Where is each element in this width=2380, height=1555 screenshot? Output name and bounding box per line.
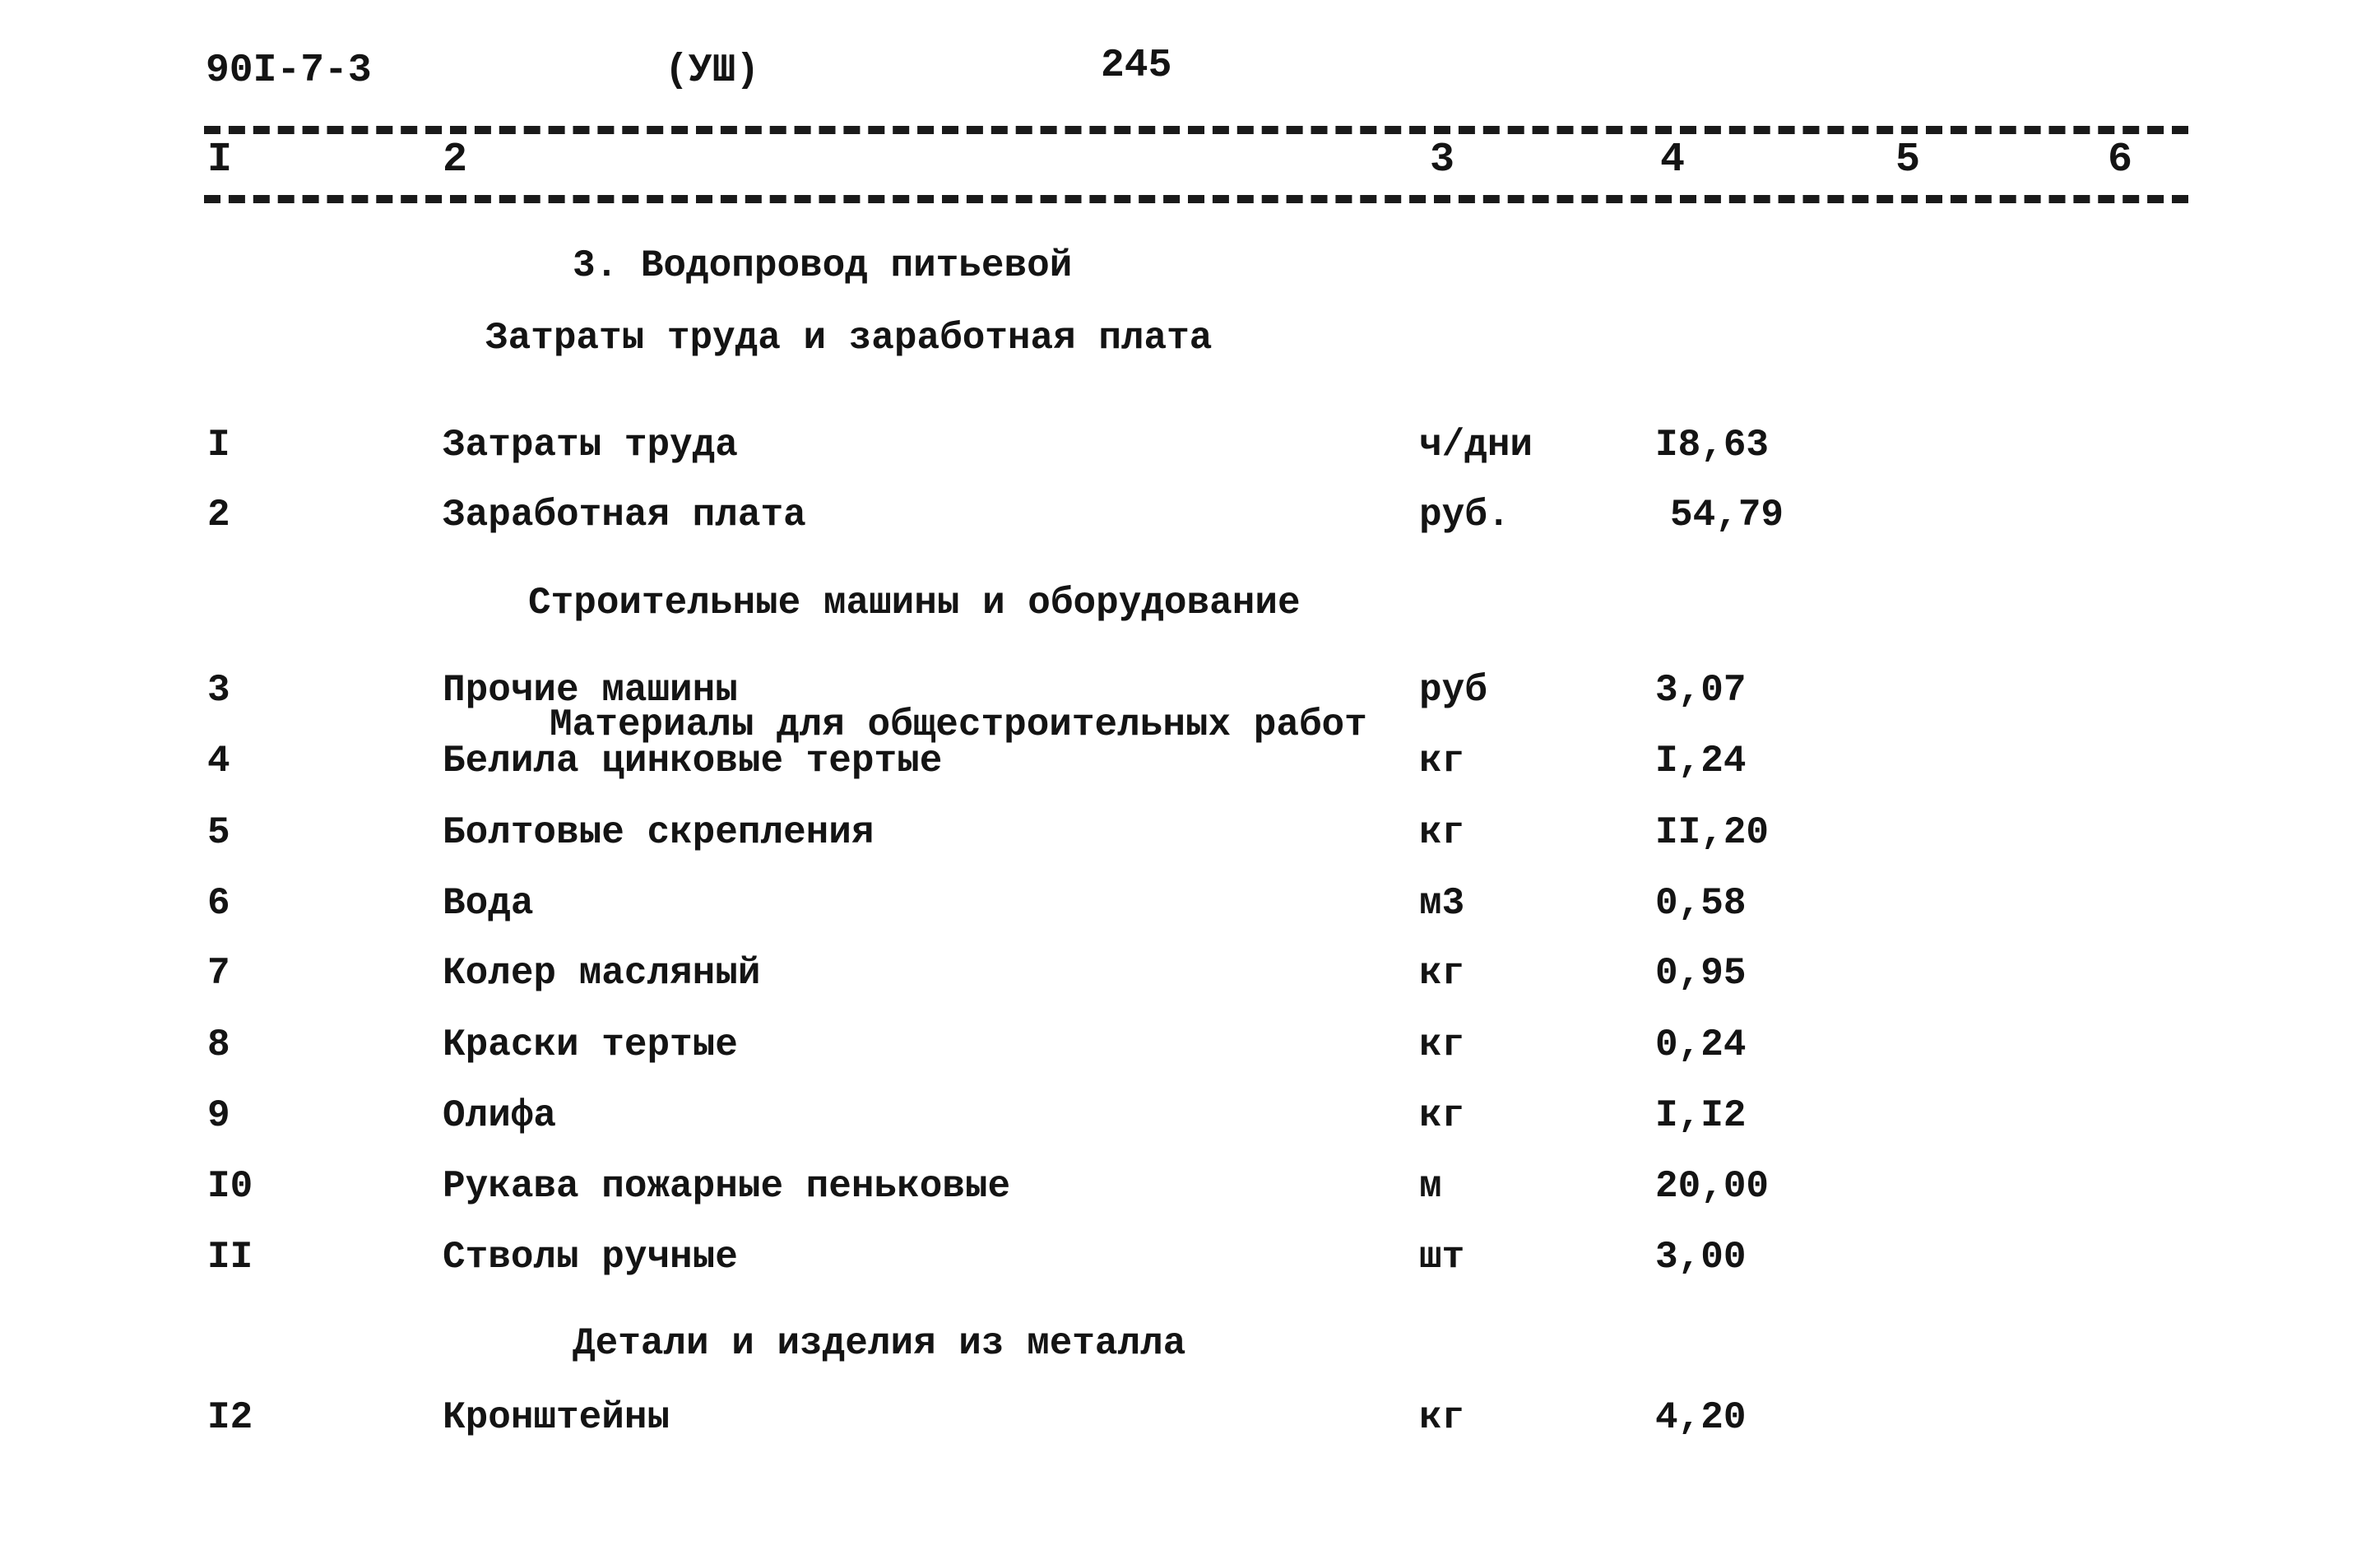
- row-number: 5: [207, 811, 230, 854]
- row-number: 8: [207, 1024, 230, 1066]
- row-name: Белила цинковые тертые: [443, 740, 943, 782]
- row-number: II: [207, 1236, 253, 1279]
- row-unit: шт: [1419, 1236, 1465, 1279]
- row-quantity: 3,00: [1655, 1236, 1747, 1279]
- row-name: Стволы ручные: [443, 1236, 738, 1279]
- page-number: 245: [1101, 44, 1172, 88]
- volume-label: (УШ): [665, 49, 760, 93]
- row-quantity: 54,79: [1670, 494, 1784, 536]
- row-quantity: II,20: [1655, 811, 1770, 854]
- row-number: I2: [207, 1396, 253, 1439]
- row-quantity: 0,95: [1655, 952, 1747, 995]
- group-title-machines: Строительные машины и оборудование: [528, 582, 1301, 624]
- document-code: 90I-7-3: [206, 49, 372, 93]
- row-number: 9: [207, 1094, 230, 1137]
- group-title-labor: Затраты труда и заработная плата: [485, 317, 1213, 360]
- row-quantity: I,I2: [1655, 1094, 1747, 1137]
- group-title-materials: Материалы для общестроительных работ: [550, 703, 1367, 746]
- row-quantity: I,24: [1655, 740, 1747, 782]
- row-unit: кг: [1419, 740, 1465, 782]
- row-quantity: 4,20: [1655, 1396, 1747, 1439]
- column-number-3: 3: [1430, 137, 1455, 183]
- section-title: 3. Водопровод питьевой: [573, 244, 1073, 287]
- row-unit: м3: [1419, 882, 1465, 925]
- row-unit: ч/дни: [1419, 424, 1533, 466]
- row-quantity: 0,58: [1655, 882, 1747, 925]
- row-name: Олифа: [443, 1094, 557, 1137]
- column-number-2: 2: [443, 137, 468, 183]
- column-number-4: 4: [1660, 137, 1686, 183]
- row-unit: руб: [1419, 669, 1487, 712]
- row-quantity: 20,00: [1655, 1165, 1770, 1208]
- row-unit: руб.: [1419, 494, 1510, 536]
- row-quantity: I8,63: [1655, 424, 1770, 466]
- row-unit: кг: [1419, 1396, 1465, 1439]
- row-number: I0: [207, 1165, 253, 1208]
- row-number: 2: [207, 494, 230, 536]
- row-name: Краски тертые: [443, 1024, 738, 1066]
- row-unit: кг: [1419, 1094, 1465, 1137]
- row-number: 3: [207, 669, 230, 712]
- column-number-5: 5: [1895, 137, 1921, 183]
- row-unit: кг: [1419, 952, 1465, 995]
- row-quantity: 3,07: [1655, 669, 1747, 712]
- row-name: Прочие машины: [443, 669, 738, 712]
- bottom-dashed-rule: [204, 195, 2188, 203]
- column-number-6: 6: [2108, 137, 2133, 183]
- row-quantity: 0,24: [1655, 1024, 1747, 1066]
- column-number-1: I: [207, 137, 233, 183]
- row-unit: кг: [1419, 1024, 1465, 1066]
- row-number: 6: [207, 882, 230, 925]
- row-name: Кронштейны: [443, 1396, 670, 1439]
- row-number: I: [207, 424, 230, 466]
- row-name: Болтовые скрепления: [443, 811, 875, 854]
- group-title-metal-parts: Детали и изделия из металла: [573, 1322, 1186, 1365]
- row-name: Затраты труда: [443, 424, 738, 466]
- row-unit: м: [1419, 1165, 1442, 1208]
- row-name: Колер масляный: [443, 952, 761, 995]
- row-number: 4: [207, 740, 230, 782]
- row-number: 7: [207, 952, 230, 995]
- row-name: Вода: [443, 882, 534, 925]
- row-name: Заработная плата: [443, 494, 806, 536]
- top-dashed-rule: [204, 126, 2188, 134]
- row-unit: кг: [1419, 811, 1465, 854]
- row-name: Рукава пожарные пеньковые: [443, 1165, 1011, 1208]
